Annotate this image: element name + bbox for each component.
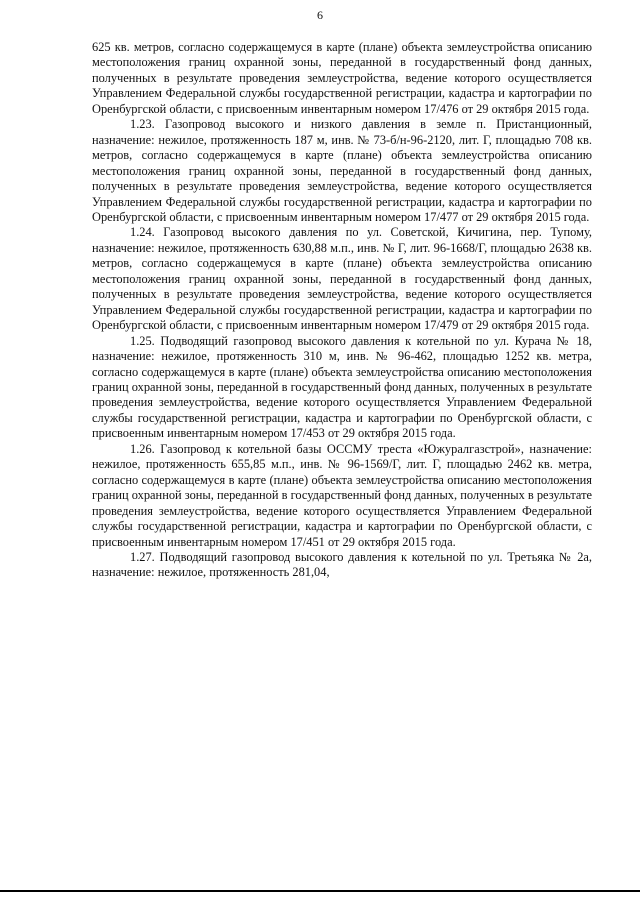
paragraph-continuation: 625 кв. метров, согласно содержащемуся в карте (плане) объекта землеустройства описанию местоположения границ охранной зоны, переданной в государственный фонд данных, полученных в результате проведения землеустройства, ведение которого осуществляется Управлением Федеральной службы государственной регистрации, кадастра и картографии по Оренбургской области, с присвоенным инвентарным номером 17/476 от 29 октября 2015 года. bbox=[92, 40, 592, 116]
paragraph-1-23: 1.23. Газопровод высокого и низкого давления в земле п. Пристанционный, назначение: нежилое, протяженность 187 м, инв. № 73-б/н-96-2120, лит. Г, площадью 708 кв. метров, согласно содержащемуся в карте (плане) объекта землеустройства описанию местоположения границ охранной зоны, переданной в государственный фонд данных, полученных в результате проведения землеустройства, ведение которого осуществляется Управлением Федеральной службы государственной регистрации, кадастра и картографии по Оренбургской области, с присвоенным инвентарным номером 17/477 от 29 октября 2015 года. bbox=[92, 117, 592, 224]
paragraph-1-26: 1.26. Газопровод к котельной базы ОССМУ треста «Южуралгазстрой», назначение: нежилое, протяженность 655,85 м.п., инв. № 96-1569/Г, лит. Г, площадью 2462 кв. метра, согласно содержащемуся в карте (плане) объекта землеустройства описанию местоположения границ охранной зоны, переданной в государственный фонд данных, полученных в результате проведения землеустройства, ведение которого осуществляется Управлением Федеральной службы государственной регистрации, кадастра и картографии по Оренбургской области, с присвоенным инвентарным номером 17/451 от 29 октября 2015 года. bbox=[92, 441, 592, 549]
page-number: 6 bbox=[317, 8, 323, 22]
page-bottom-border bbox=[0, 890, 640, 892]
paragraph-1-27: 1.27. Подводящий газопровод высокого давления к котельной по ул. Третьяка № 2а, назначение: нежилое, протяженность 281,04, bbox=[92, 549, 592, 580]
paragraph-1-24: 1.24. Газопровод высокого давления по ул. Советской, Кичигина, пер. Тупому, назначение: нежилое, протяженность 630,88 м.п., инв. № Г, лит. 96-1668/Г, площадью 2638 кв. метров, согласно содержащемуся в карте (плане) объекта землеустройства описанию местоположения границ охранной зоны, переданной в государственный фонд данных, полученных в результате проведения землеустройства, ведение которого осуществляется Управлением Федеральной службы государственной регистрации, кадастра и картографии по Оренбургской области, с присвоенным инвентарным номером 17/479 от 29 октября 2015 года. bbox=[92, 225, 592, 333]
document-body bbox=[92, 40, 592, 581]
paragraph-1-25: 1.25. Подводящий газопровод высокого давления к котельной по ул. Курача № 18, назначение: нежилое, протяженность 310 м, инв. № 96-462, площадью 1252 кв. метра, согласно содержащемуся в карте (плане) объекта землеустройства описанию местоположения границ охранной зоны, переданной в государственный фонд данных, полученных в результате проведения землеустройства, ведение которого осуществляется Управлением Федеральной службы государственной регистрации, кадастра и картографии по Оренбургской области, с присвоенным инвентарным номером 17/453 от 29 октября 2015 года. bbox=[92, 333, 592, 441]
